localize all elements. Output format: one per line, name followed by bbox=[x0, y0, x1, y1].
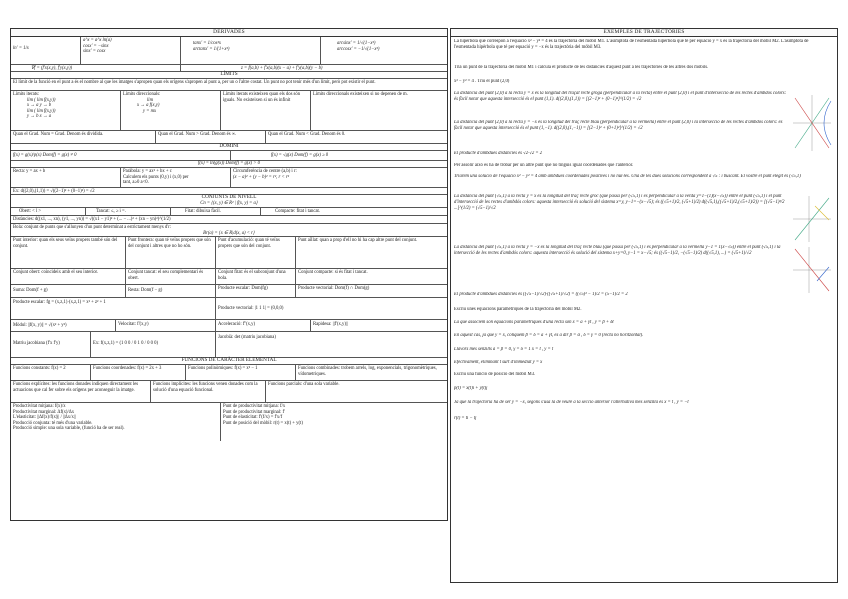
graph-3 bbox=[791, 245, 833, 295]
limits-table bbox=[11, 91, 447, 131]
limits-direccionals-note: Límits direccionals existeixen si no depenen de m. bbox=[313, 92, 408, 97]
funcions-header: FUNCIONS DE CARÀCTER ELEMENTAL bbox=[181, 357, 277, 363]
curves-row bbox=[11, 168, 447, 188]
curve-parabola bbox=[121, 168, 231, 187]
grad-less: Quan el Grad. Num < Grad. Denom és 0. bbox=[268, 132, 346, 137]
modul: Mòdul: ||f(x, y)|| = √(x² + y²) bbox=[11, 320, 116, 331]
set-obert: Obert: < l > bbox=[11, 208, 86, 215]
punt-prod-mitjana: Punt de productivitat mitjana: f/x bbox=[223, 404, 286, 409]
limits-iterats-l3: lim ( lim f(x,y)) bbox=[27, 108, 56, 114]
limit-definition: El límit de la funció en el punt a és el nombre al que les imatges s'apropen quan els orígens s'apropen al punt a, per un o l'altre costat. Un punt no pot tenir més d'un límit, però pot existir el punt. bbox=[13, 80, 376, 85]
points-row-1 bbox=[11, 237, 447, 269]
formula-tan-line: tanx' = 1/cos²x bbox=[193, 41, 221, 46]
punt-posicio: Punt de posició del mòbil: r(t) = x(t) + y(t) bbox=[223, 420, 303, 426]
set-compacte-def: Conjunt compacte: si és fitat i tancat. bbox=[298, 270, 368, 275]
funcions-parcials: Funcions parcials: d'una sola variable. bbox=[268, 382, 340, 387]
domini-row-2 bbox=[11, 161, 447, 168]
set-compacte: Compacte: fitat i tancat. bbox=[275, 209, 321, 214]
limits-iterats-l4: y → b x → a bbox=[27, 114, 52, 120]
trajectories-header: EXEMPLES DE TRAJECTÒRIES bbox=[451, 29, 837, 37]
position-general: p(t) = x(t)i + y(t)j bbox=[454, 386, 488, 391]
funcions-combinades: Funcions combinades: trobem arrels, log, exponencials, trigonomètriques, vídometriques. bbox=[298, 366, 437, 377]
parametric-case: En aquest cas, ja que y = x, coliquem β = δ = a + γt, és a dir β = α , δ = γ = 0 (recta no horitzontal). bbox=[454, 333, 644, 338]
limit-definition-row bbox=[11, 79, 447, 91]
curve-parabola-title: Paràbola: y = ax² + bx + c bbox=[123, 169, 172, 174]
op-producte-vectorial-dom: Producte vectorial: Dom(f) ∩ Dom(g) bbox=[298, 286, 370, 291]
limits-iterats-note: Límits iterats existeixen quan els dos són iguals. No existeixen si un és infinit bbox=[221, 91, 311, 130]
domini-sqrt: f(x) = √g(x) Dom(f) = g(x) ≥ 0 bbox=[271, 153, 329, 158]
graph-3-perpendicular bbox=[817, 267, 829, 281]
distancies-row bbox=[11, 216, 447, 224]
op-producte-vectorial: Producte vectorial: |1 1 1| = (0,0,0) bbox=[218, 306, 284, 311]
formula-sin: sinx' = cosx bbox=[83, 49, 106, 55]
velocitat: Velocitat: f'(x,y) bbox=[116, 320, 216, 331]
set-fitat-def: Conjunt fitat: és el subconjunt d'una bola. bbox=[216, 269, 296, 284]
parametric-question: Escriu unes equacions paramètriques de la trajectòria del mòbil M2. bbox=[454, 307, 582, 312]
acceleracio: Acceleració: f''(x,y) bbox=[216, 320, 311, 331]
productivitat-row bbox=[11, 403, 447, 441]
domini-row-1 bbox=[11, 151, 447, 161]
formula-ln: ln' = 1/x bbox=[11, 37, 81, 64]
funcions-implicites: Funcions implícites: les funcions venen donades com la solució d'una equació funcional. bbox=[151, 381, 266, 402]
grad-greater: Quan el Grad. Num > Grad. Denom és ∞. bbox=[156, 131, 266, 143]
limits-direccionals-title: Límits direccionals: bbox=[123, 92, 161, 97]
exercise-question-1: Tria un punt de la trajectòria del mòbil M1 i calcula el producte de les distàncies d'aquest punt a les trajectòries de les altres dos mòbils. bbox=[454, 65, 709, 70]
gradient-formula: ∇f = (f'x(x,y), f'y(x,y)) bbox=[11, 65, 181, 71]
op-producte-escalar-dom: Producte escalar: Dom(fg) bbox=[216, 285, 296, 297]
formula-cos: cosx' = −sinx bbox=[83, 43, 109, 49]
domini-header-row bbox=[11, 144, 447, 151]
op-producte-escalar: Producte escalar: fg = (x,z,1)·(x,z,1) = x² + z² + 1 bbox=[11, 298, 216, 319]
point-acumulacio: Punt d'acumulació: quan té veïns propers que són del conjunt. bbox=[216, 237, 296, 268]
funcions-coordenades: Funcions coordenades: f(x) = 2x + 3 bbox=[91, 365, 186, 380]
ball-row bbox=[11, 224, 447, 237]
derivades-header: DERIVADES bbox=[11, 29, 447, 37]
chain-formula: z = f(a,b) + f'x(a,b)(x − a) + f'y(a,b)(y − b) bbox=[241, 66, 323, 71]
curve-circle-l1: (x − a)² + (y − b)² = r², r < r² bbox=[233, 174, 290, 180]
distance-y-negx: La distància del punt (2,0) a la recta y = −x és la longitud del traç recte blau (perpendicular a la vermella) entre el punt (2,0) i la intersecció de les rectes d'ambdós colors: és fàcil notar que aquesta intersecció és el punt (1,−1). d((2,0),(1,−1)) = [(2−1)² + (0+1)²]^(1/2) = √2 bbox=[454, 120, 783, 131]
formula-exp: a^x = a^x ln(a) bbox=[83, 38, 112, 43]
limits-iterats-title: Límits iterats: bbox=[13, 92, 40, 97]
grad-equal: Quan el Grad. Num = Grad. Denom és dividida. bbox=[11, 131, 156, 143]
distance-sqrt5-y-negx: La distància del punt (√5,1) a la recta y = −x és la longitud del traç recte blau (que passa per (√5,1) i és perpendicular a la vermella y−1 = 1(x−√5)) entre el punt (√5,1) i la intersecció de les rectes d'ambdós colors: aquesta intersecció és solució del sistema x+y=0, y−1 = x−√5; és ((√5−1)/2, −(√5−1)/2) d((√5,1), ...) = (√5+1)/√2 bbox=[454, 245, 781, 256]
distance-sqrt5-yx: La distància del punt (√5,1) a la recta y = x és la longitud del traç recte groc (que passa per (√5,1) i és perpendicular a la verda y=1−(1)(x−√5)) entre el punt (√5,1) i el punt d'intersecció de les rectes d'ambdós colors: aquesta intersecció és solució del sistema x=y, y−1=−(x−√5); és ((√5+1)/2, (√5+1)/2) d((√5,1),((√5+1)/2,(√5+1)/2)) = [(√5−1)²/2 ...]^(1/2) = (√5−1)/√2 bbox=[454, 194, 785, 211]
limits-header-row bbox=[11, 72, 447, 79]
productivitat-left bbox=[11, 403, 221, 441]
prod-mitjana: Productivitat mitjana: f(x)/x bbox=[13, 404, 66, 409]
limits-direccionals-l3: y = mx bbox=[143, 108, 157, 114]
domini-header: DOMINI bbox=[219, 143, 239, 149]
ball-text bbox=[11, 224, 447, 236]
curve-circle-title: Circumferència de centre (a,b) i r: bbox=[233, 169, 297, 174]
parametric-eliminate: Efectivament, eliminant t surt d'immediat y = x bbox=[454, 360, 543, 365]
conjunts-formula: Cn = {(x, y) ∈ R² | f(x, y) = a} bbox=[200, 201, 258, 206]
position-explanation: Ja que la trajectòria ha de ser y = −x, segons s'usa la de veure a la secció anterior l'alternativa més senzilla és x = t , y = −t bbox=[454, 400, 689, 405]
distance-example: Ex: d((2,0),(1,1)) = √((2−1)² + (0−1)²) = √2 bbox=[13, 189, 95, 194]
punt-prod-marginal: Punt de productivitat marginal: f' bbox=[223, 409, 285, 415]
funcions-constants: Funcions constants: f(x) = 2 bbox=[11, 365, 91, 380]
curve-parabola-l1: Calculem els punts (0,y) i (x,0) per bbox=[123, 174, 189, 180]
limits-iterats-l2: x → a y → b bbox=[27, 103, 52, 109]
domini-log: f(x) = ln(g(x)) Dom(f) = g(x) > 0 bbox=[198, 161, 260, 166]
distancies-formula: Distàncies: d((x1, ..., xn), (y1, ..., yn)) = √((x1 − y1)² + (... − ...)² + (xn − yn)²)^(1/2) bbox=[13, 217, 171, 222]
funcions-row-2 bbox=[11, 381, 447, 403]
elasticitat: L'elasticitat: ||Δf(x)/f(x)|| / ||Δx/x|| bbox=[13, 415, 76, 421]
set-obert-def: Conjunt obert: coincideix amb el seu interior. bbox=[11, 269, 126, 284]
prod-marginal: Productivitat marginal: Δf(x)/Δx bbox=[13, 409, 75, 415]
domini-fraction: f(x) = g(x)/p(x) Dom(f) = g(x) ≠ 0 bbox=[11, 151, 231, 160]
ball-formula: Br(a) = {x ∈ R|d(x, a) < r} bbox=[203, 230, 255, 236]
point-frontera: Punt frontera: quan té veïns propers que són del conjunt i altres que no ho són. bbox=[126, 237, 216, 268]
produccio-simple: Producció simple: una sola variable, (funció ha de ser real). bbox=[13, 426, 125, 432]
limits-iterats-l1: lim ( lim f(x,y)) bbox=[27, 97, 56, 103]
formulas-row bbox=[11, 37, 447, 65]
choose-sqrt5: Triarem una solució de l'equació x² − y² = 4 amb ambdues coordenades positives i no nul·les. Una de les dues solucions correspondent a √5 : i buscant. El vostre el punt elegit és (√5,1) bbox=[454, 174, 801, 179]
point-interior: Punt interior: quan els seus veïns propers també són del conjunt. bbox=[11, 237, 126, 268]
curve-recta: Recta: y = ax + b bbox=[11, 168, 121, 187]
limits-direccionals-l1: lim bbox=[147, 97, 153, 103]
produccio-conjunta: Producció conjunta: té més d'una variable. bbox=[13, 420, 93, 426]
limits-header: LÍMITS bbox=[220, 71, 238, 77]
matrix-row bbox=[11, 332, 447, 358]
distance-yx: La distància del punt (2,0) a la recta y = x és la longitud del traçat recte groga (perpendicular a la recta) entre el punt (2,0) i el punt d'intersecció de les rectes d'ambdós colors: és fàcil notar que aquesta intersecció és el punt (1,1). d((2,0),(1,1)) = [(2−1)² + (0−1)²]^(1/2) = √2 bbox=[454, 91, 787, 102]
matriu-exemple: Ex: f(x,z,1) = (1 0 0 / 0 1 0 / 0 0 0) bbox=[91, 332, 216, 357]
limits-iterats bbox=[11, 91, 121, 130]
left-column bbox=[10, 28, 448, 521]
formula-exp-trig bbox=[81, 37, 181, 64]
conjunts-header-row bbox=[11, 195, 447, 208]
ops-row-1 bbox=[11, 285, 447, 298]
graph-1 bbox=[791, 93, 833, 153]
op-suma: Suma: Dom(f + g) bbox=[11, 285, 126, 297]
funcions-row-1 bbox=[11, 365, 447, 381]
funcions-header-row bbox=[11, 358, 447, 365]
points-row-2 bbox=[11, 269, 447, 285]
jacobia: Jacobià: det (matriu jacobiana) bbox=[218, 335, 276, 340]
funcions-polinomiques: Funcions polinòmiques: f(x) = x² − 1 bbox=[186, 365, 296, 380]
formula-arcsin bbox=[321, 37, 448, 64]
formula-tan bbox=[181, 37, 321, 64]
set-tancat-def: Conjunt tancat: el seu complementari és obert. bbox=[126, 269, 216, 284]
point-aillat: Punt aïllat: quan a prop d'ell no hi ha cap altre punt del conjunt. bbox=[298, 238, 418, 243]
chosen-point: x² − y² = 4 . Triu el punt (2,0) bbox=[454, 79, 510, 84]
op-resta: Resta: Dom(f − g) bbox=[126, 285, 216, 297]
curve-parabola-l2: tant, a≥0 a<0. bbox=[123, 180, 149, 186]
modul-row bbox=[11, 320, 447, 332]
product-1: El producte d'ambdues distàncies és √2·√2 = 2 bbox=[454, 151, 543, 156]
conjunts-header: CONJUNTS DE NIVELL bbox=[201, 194, 257, 200]
rapidesa: Rapidesa: ||f'(x,y)|| bbox=[313, 322, 348, 327]
another-point-note: Per assolir això es ha de trobar per un altre punt que no tinguis igual coordenades que l'anterior. bbox=[454, 163, 634, 168]
cheat-sheet bbox=[10, 28, 838, 583]
productivitat-right bbox=[221, 403, 448, 441]
limits-direccionals bbox=[121, 91, 221, 130]
right-column bbox=[450, 28, 838, 583]
punt-elasticitat: Punt de elasticitat: f'(f/x) = f'x/f bbox=[223, 415, 283, 421]
parametric-general: La que associem són equacions paramètriques d'una recta són x = a + γt , y = β + δt bbox=[454, 320, 614, 325]
parametric-simple: Llavors més senzills a = β = 0, γ = δ = 1 x = t , y = t bbox=[454, 347, 554, 352]
formula-arccos-line: arccosx' = −1/√(1−x²) bbox=[337, 46, 380, 52]
set-fitat: Fitat: dibuixa fàcil. bbox=[171, 208, 261, 215]
graph-2 bbox=[791, 194, 833, 244]
matriu-jacobiana: Matriu jacobiana (f'x f'y) bbox=[11, 332, 91, 357]
sets-row bbox=[11, 208, 447, 216]
position-final: r(t) = ti − tj bbox=[454, 416, 477, 421]
set-tancat: Tancat: ≤, ≥ i =. bbox=[86, 208, 171, 215]
product-2: El producte d'ambdues distàncies és ((√5−1)/√2)·((√5+1)/√2) = ((√5)² − 1)/2 = (5−1)/2 = 2 bbox=[454, 292, 628, 297]
formula-arcsin-line: arcsinx' = 1/√(1−x²) bbox=[337, 41, 376, 46]
limits-direccionals-l2: x → a f(x,y) bbox=[137, 103, 160, 109]
position-question: Escriu una funció de posició del mòbil M3. bbox=[454, 372, 536, 377]
formula-arctan-line: arctanx' = 1/(1+x²) bbox=[193, 46, 230, 52]
exercise-statement: La hipèrbola que correspon a l'equació x² − y² = 4 és la trajectòria del mòbil M1. L'asímptota de l'esmentada hipèrbola que té per equació y = x és la trajectòria del mòbil M2. L'asímptota de l'esmentada hipèrbola que té per equació y = −x és la trajectòria del mòbil M3. bbox=[454, 39, 809, 50]
ops-row-2 bbox=[11, 298, 447, 320]
funcions-explicites: Funcions explícites: les funcions donades indiquen directament les actuacions que cal fer sobre els orígens per aconseguir la imatge. bbox=[11, 381, 151, 402]
curve-circle bbox=[231, 168, 448, 187]
ball-line: Bola: conjunt de punts que s'allunyen d'un punt determinat a estrictament menys d'r: bbox=[13, 225, 171, 230]
